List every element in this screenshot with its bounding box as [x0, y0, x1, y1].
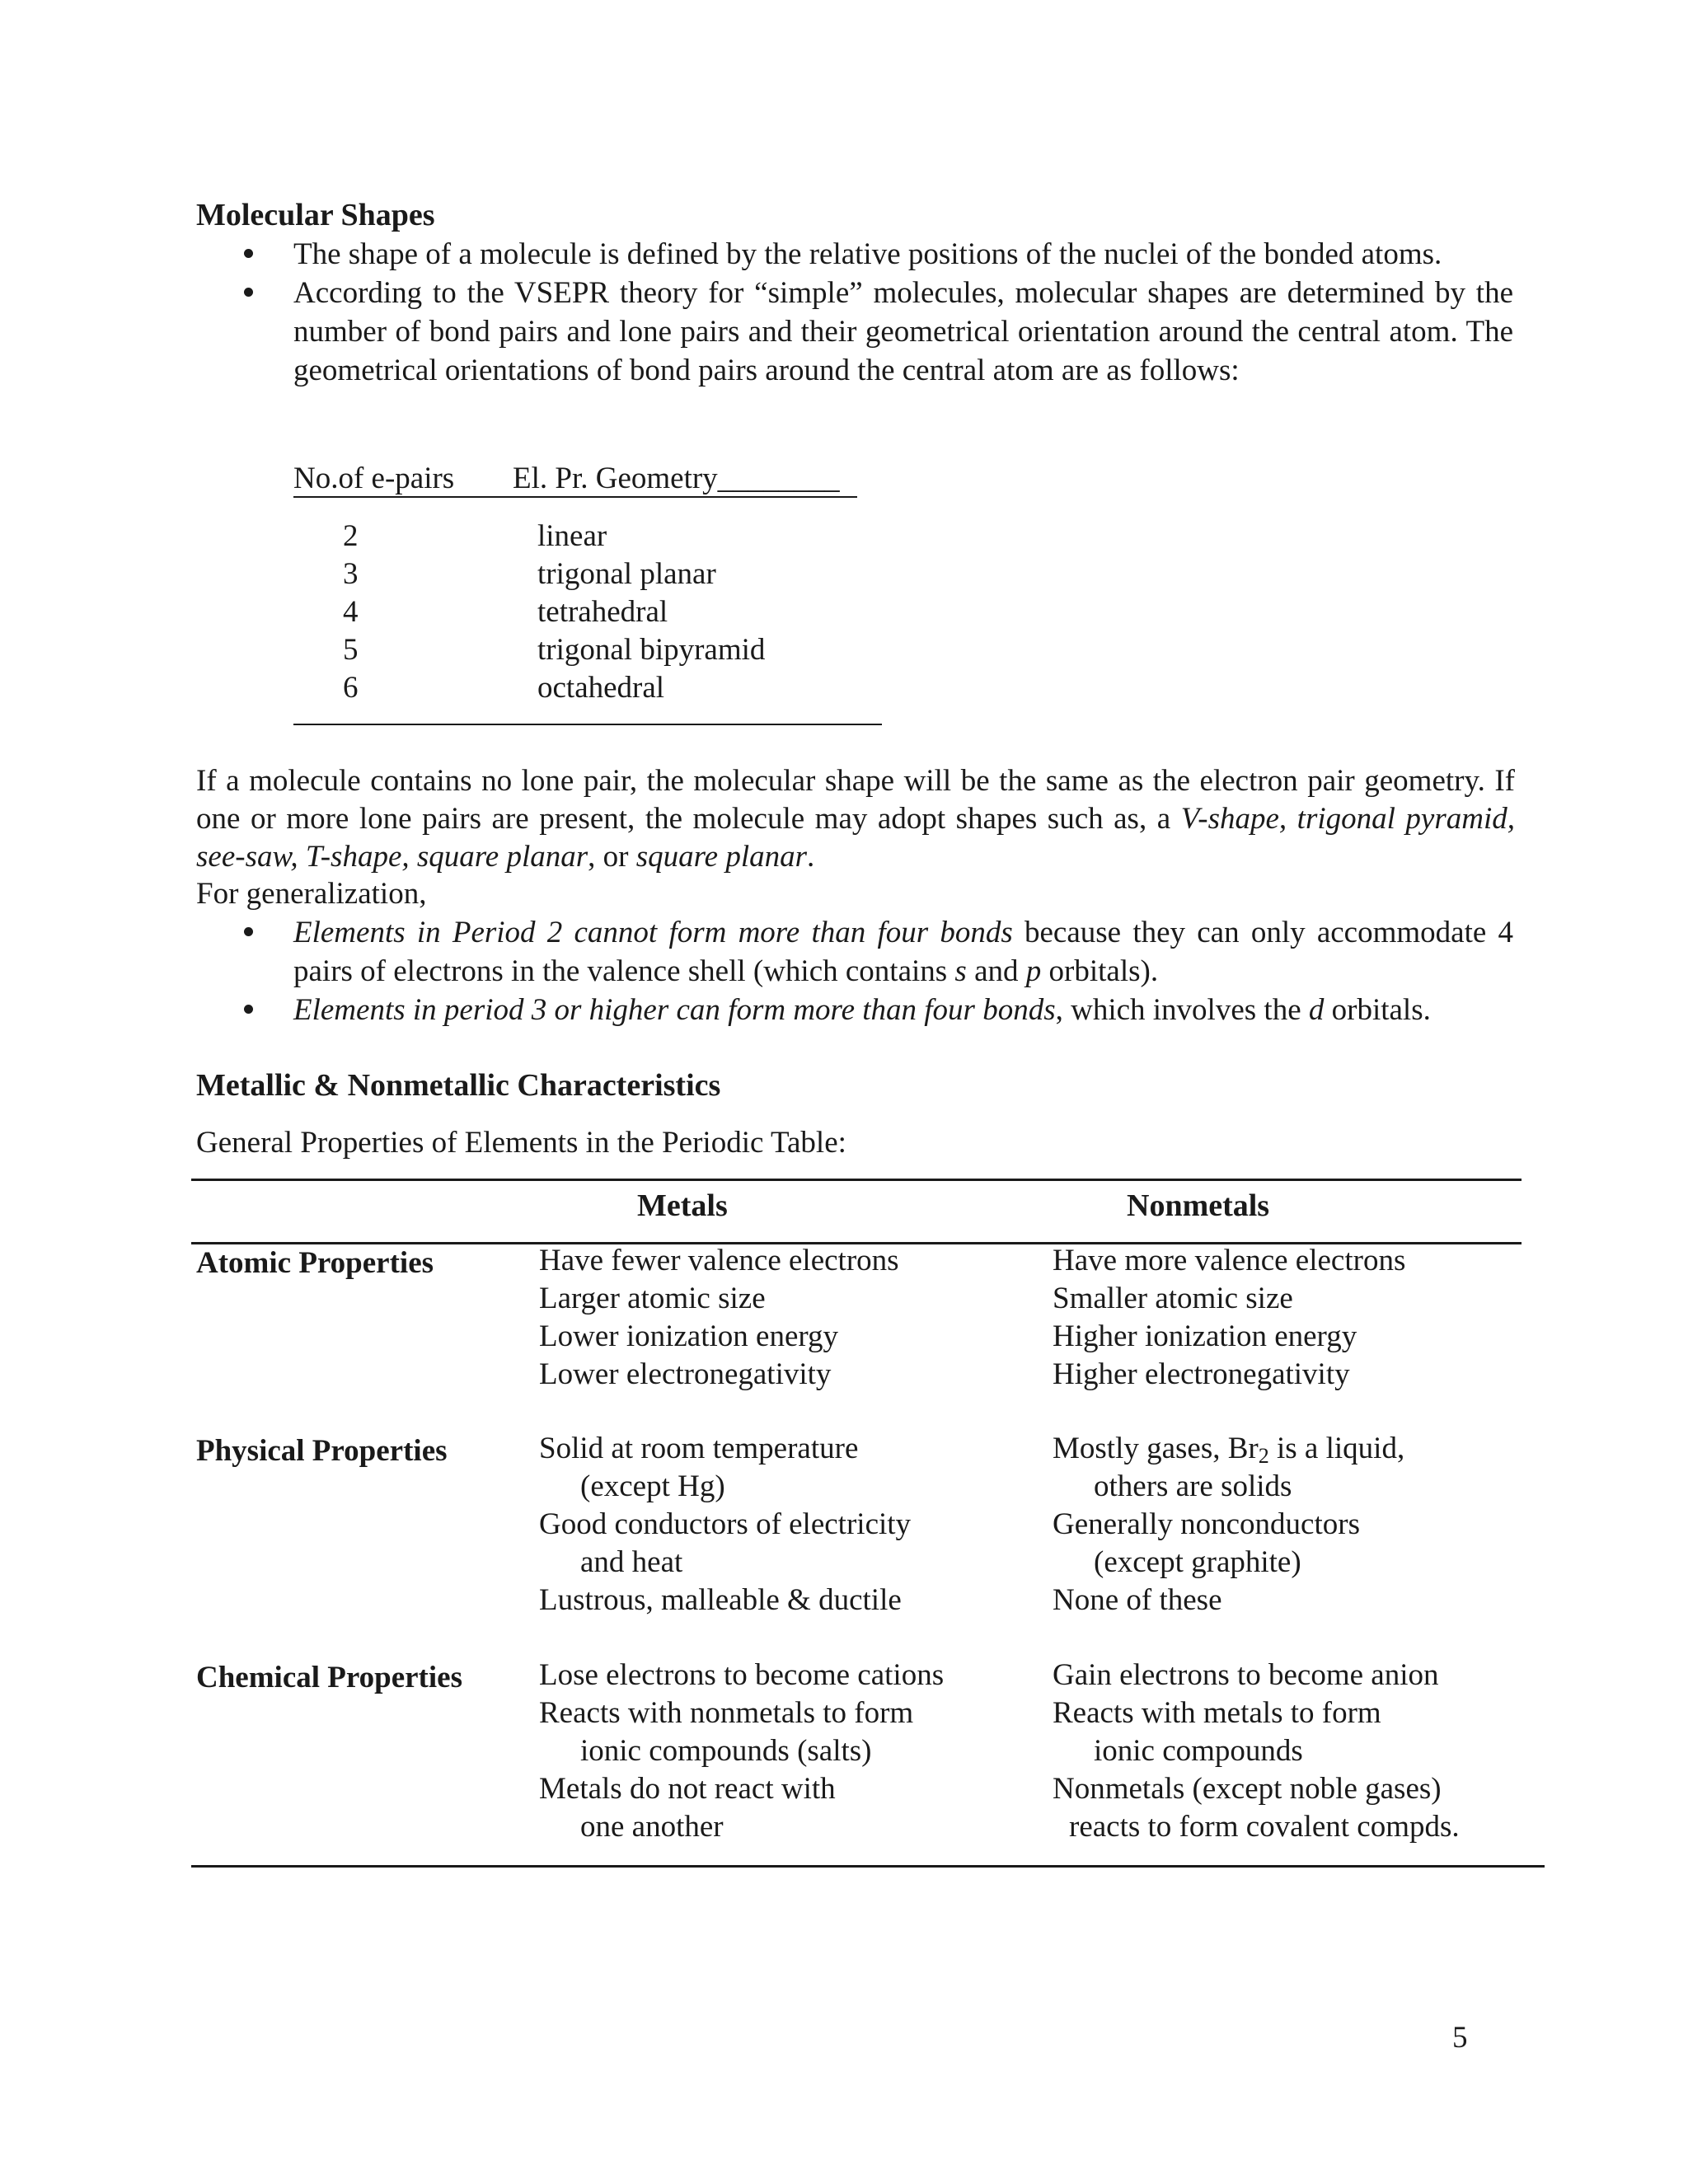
chemical-metals-cell: Lose electrons to become cations Reacts with nonmetals to form ionic compounds (salts) Metals do not react with one another: [539, 1658, 945, 1844]
table-bottom-rule: [191, 1865, 1545, 1868]
epairs-col-header-count: No.of e-pairs: [293, 462, 455, 495]
physical-nonmetals-cell: Mostly gases, $Br_2$ is a liquid, others are solids Generally nonconductors (except graphite) None of these: [1053, 1432, 1405, 1617]
atomic-metals-cell: Have fewer valence electrons Larger atomic size Lower ionization energy Lower electronegativity: [539, 1244, 899, 1391]
section-heading-metallic: Metallic & Nonmetallic Characteristics: [196, 1068, 721, 1103]
bullet-icon: [244, 1005, 253, 1014]
epairs-table-bottom-rule: [293, 724, 882, 725]
bullet-icon: [244, 249, 253, 258]
bullet-list-generalization: [244, 913, 1513, 1029]
table-caption: General Properties of Elements in the Periodic Table:: [196, 1126, 846, 1160]
page-number: 5: [1452, 2021, 1468, 2055]
column-header-nonmetals: Nonmetals: [1127, 1188, 1270, 1223]
row-label-chemical: Chemical Properties: [196, 1661, 462, 1694]
list-item: The shape of a molecule is defined by the relative positions of the nuclei of the bonded atoms.: [244, 235, 1513, 274]
chemical-nonmetals-cell: Gain electrons to become anion Reacts with metals to form ionic compounds Nonmetals (except noble gases) reacts to form covalent compds.: [1053, 1658, 1460, 1844]
lone-pair-paragraph: If a molecule contains no lone pair, the molecular shape will be the same as the electron pair geometry. If one or more lone pairs are present, the molecule may adopt shapes such as, a V-shape, trigonal pyramid, see-saw, T-shape, square planar, or square planar.: [196, 764, 1515, 874]
document-page: Molecular Shapes The shape of a molecule is defined by the relative positions of the nuclei of the bonded atoms. According to the VSEPR theory for “simple” molecules, molecular shapes are determined by the number of bond pairs and lone pairs and their geometrical orientation around the central atom. The geometrical orientations of bond pairs around the central atom are as follows: No.of e-pairs El. Pr. Geometry________ 2 linear 3 trigonal planar 4 tetrahedral 5 trigonal bipyramid 6 octahedral If a molecule contains no lone pair, the molecular shape will be the same as the electron pair geometry. If one or more lone pairs are present, the molecule may adopt shapes such as, a V-shape, trigonal pyramid, see-saw, T-shape, square planar, or square planar. For generalization, Elements in Period 2 cannot form more than four bonds because they can only accommodate 4 pairs of electrons in the valence shell (which contains s and p orbitals). Elements in period 3 or higher can form more than four bonds, which involves the d orbitals. Metallic & Nonmetallic Characteristics General Properties of Elements in the Periodic Table: Metals Nonmetals Atomic Properties Have fewer valence electrons Larger atomic size Lower ionization energy Lower electronegativity Have more valence electrons Smaller atomic size Higher ionization energy Higher electronegativity Physical Properties Solid at room temperature (except Hg) Good conductors of electricity and heat Lustrous, malleable & ductile Mostly gases, $Br_2$ is a liquid, others are solids Generally nonconductors (except graphite) None of these Chemical Properties Lose electrons to become cations Reacts with nonmetals to form ionic compounds (salts) Metals do not react with one another Gain electrons to become anion Reacts with metals to form ionic compounds Nonmetals (except noble gases) reacts to form covalent compds. 5: [0, 0, 1688, 2184]
list-item: According to the VSEPR theory for “simple” molecules, molecular shapes are determined by the number of bond pairs and lone pairs and their geometrical orientation around the central atom. The geometrical orientations of bond pairs around the central atom are as follows:: [244, 274, 1513, 390]
row-label-atomic: Atomic Properties: [196, 1246, 434, 1280]
bullet-icon: [244, 288, 253, 297]
section-heading-molecular-shapes: Molecular Shapes: [196, 198, 435, 232]
epairs-header-underline: [293, 496, 857, 498]
epairs-col-header-geometry: El. Pr. Geometry________: [513, 462, 840, 495]
atomic-nonmetals-cell: Have more valence electrons Smaller atomic size Higher ionization energy Higher electronegativity: [1053, 1244, 1406, 1391]
table-top-rule: [191, 1179, 1522, 1181]
list-item: Elements in Period 2 cannot form more than four bonds because they can only accommodate 4 pairs of electrons in the valence shell (which contains s and p orbitals).: [244, 913, 1513, 991]
generalization-intro: For generalization,: [196, 877, 427, 911]
column-header-metals: Metals: [637, 1188, 728, 1223]
bullet-icon: [244, 927, 253, 936]
physical-metals-cell: Solid at room temperature (except Hg) Good conductors of electricity and heat Lustrous, malleable & ductile: [539, 1432, 912, 1617]
row-label-physical: Physical Properties: [196, 1434, 448, 1468]
list-item: Elements in period 3 or higher can form more than four bonds, which involves the d orbitals.: [244, 991, 1513, 1029]
bullet-list-shapes: [244, 235, 1513, 390]
